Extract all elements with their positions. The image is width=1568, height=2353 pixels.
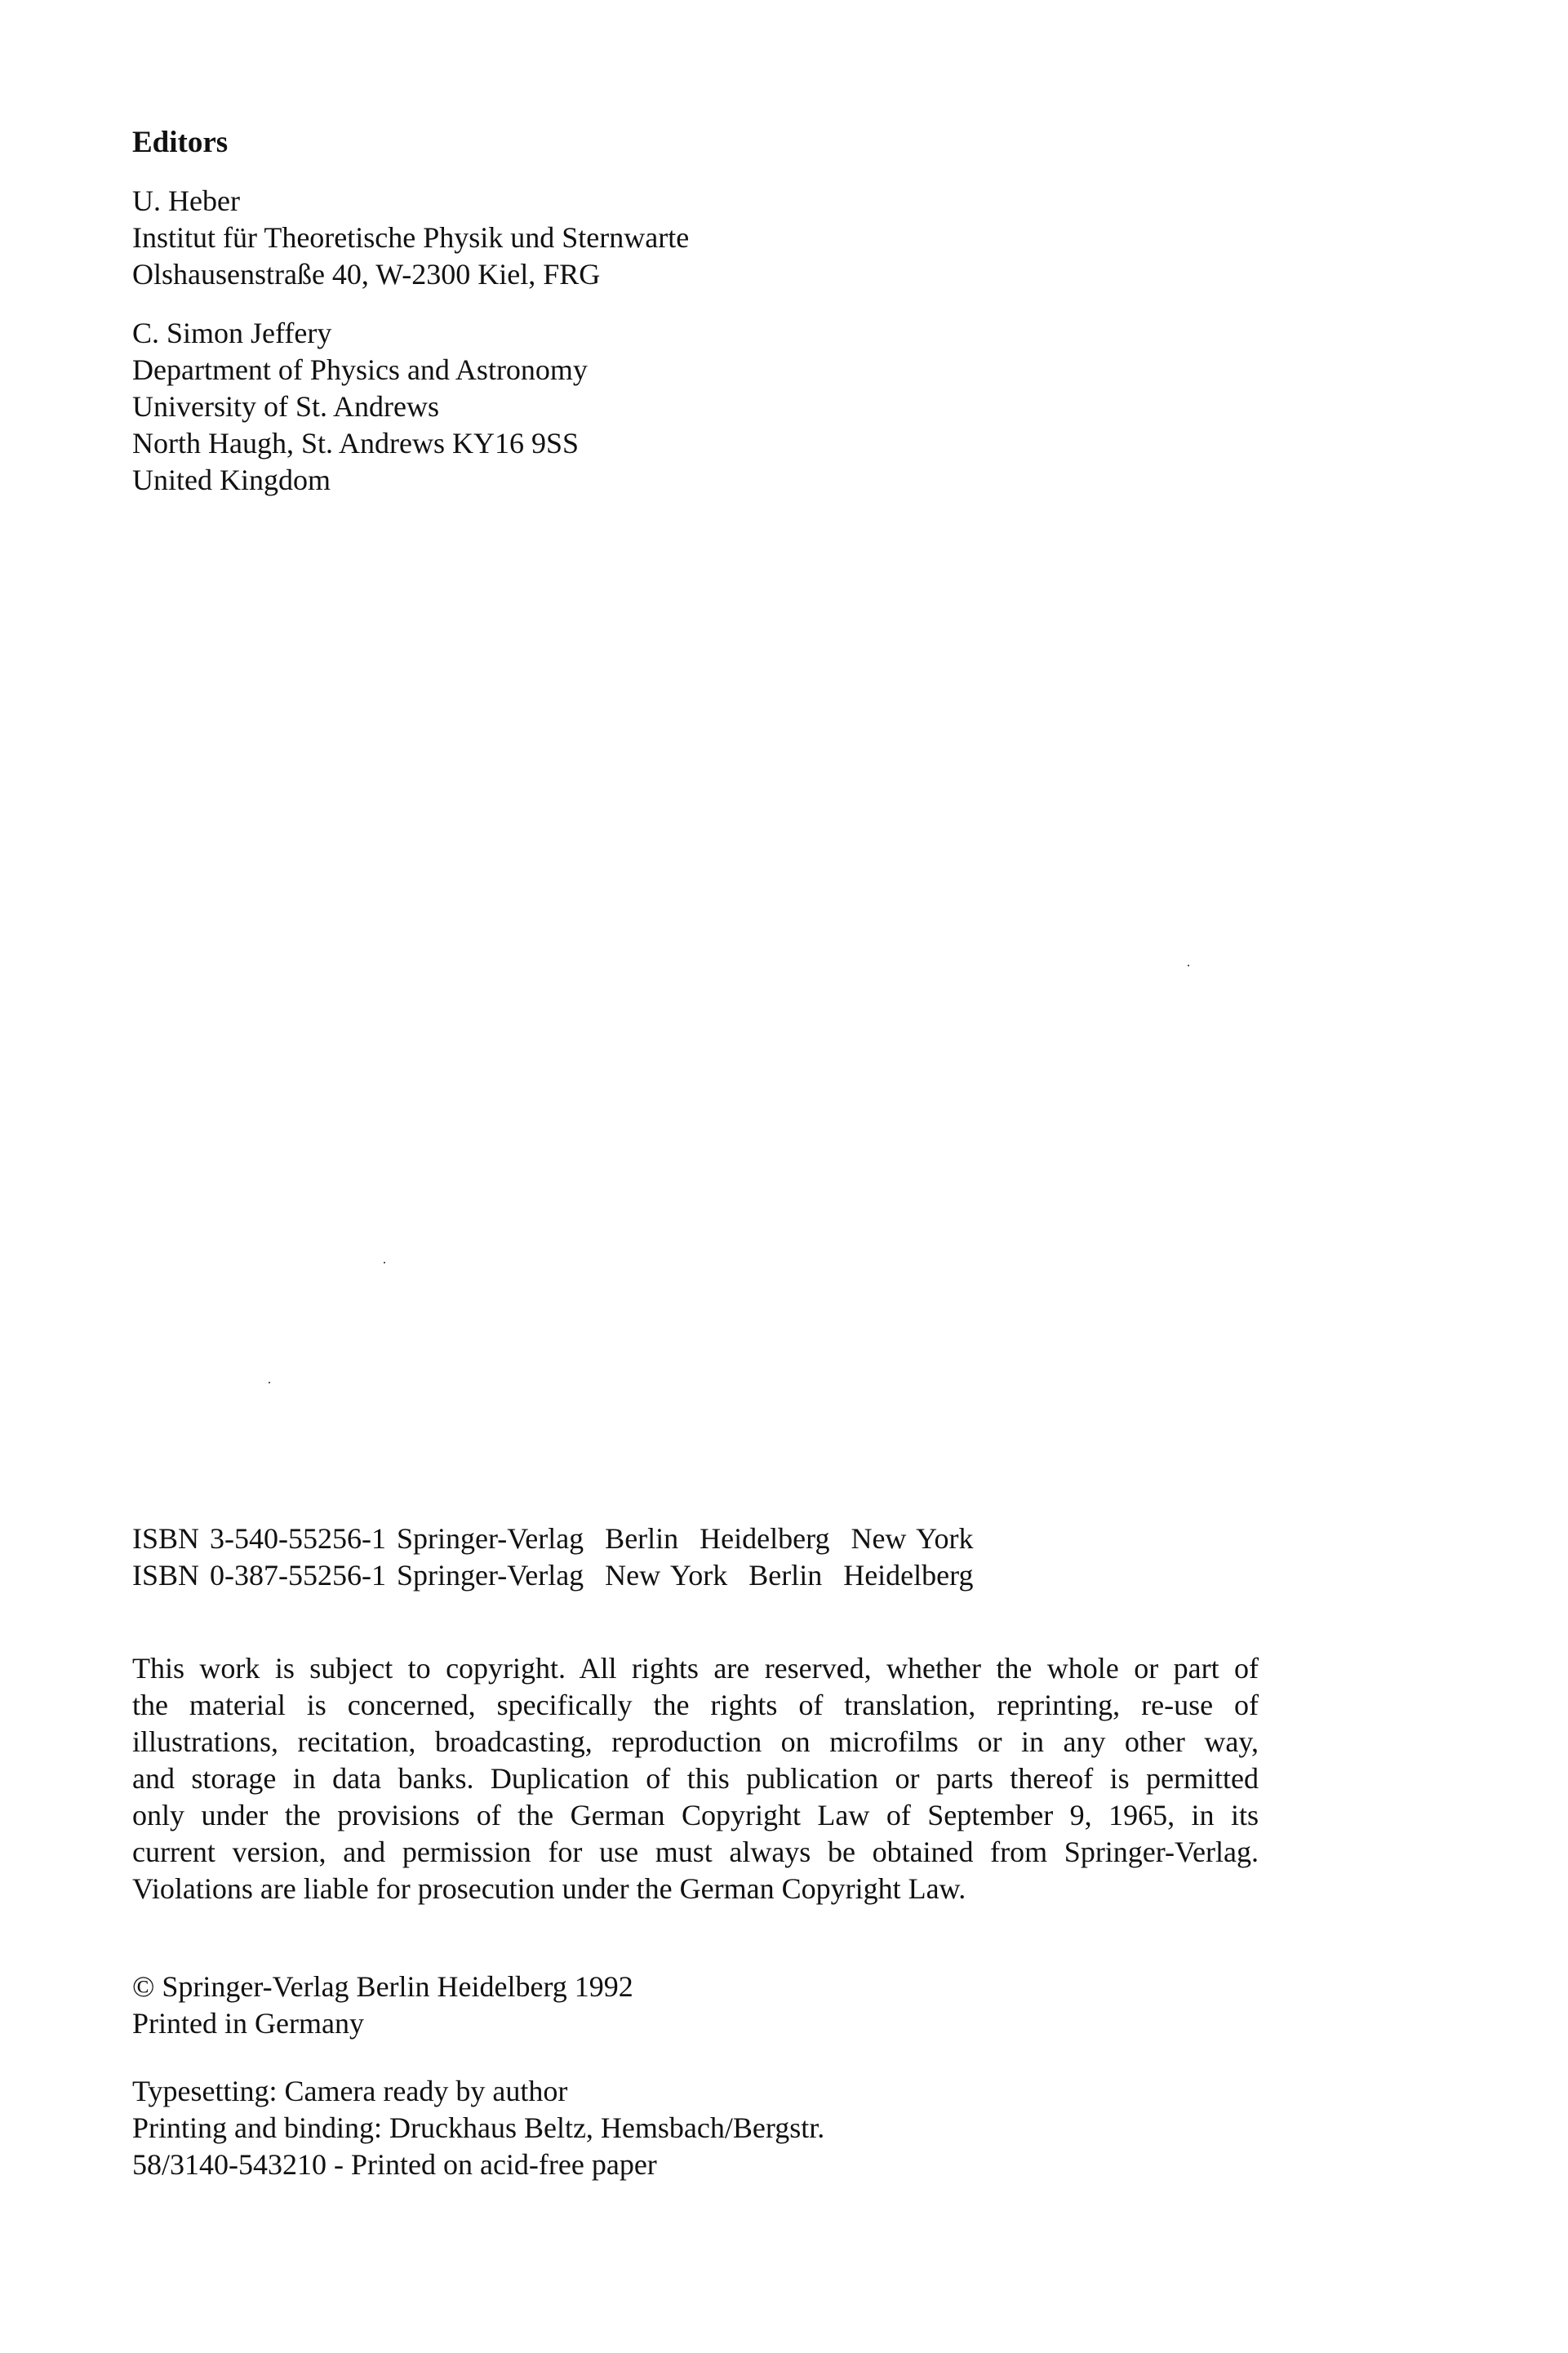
scan-speck bbox=[1188, 965, 1189, 966]
publisher-copyright: © Springer-Verlag Berlin Heidelberg 1992 bbox=[132, 1970, 633, 2003]
isbn-line: ISBN 3-540-55256-1 Springer-Verlag Berlin Heidelberg New York bbox=[132, 1522, 974, 1555]
editor-address-line: Institut für Theoretische Physik und Sternwarte bbox=[132, 221, 690, 254]
copyright-line: only under the provisions of the German Copyright Law of September 9, 1965, in its bbox=[132, 1799, 1259, 1831]
scan-speck bbox=[384, 1262, 385, 1263]
publisher-section bbox=[132, 1969, 633, 2042]
editor-address-line: United Kingdom bbox=[132, 464, 331, 496]
editor-address-line: North Haugh, St. Andrews KY16 9SS bbox=[132, 427, 580, 460]
editors-section bbox=[132, 124, 228, 161]
isbn-section bbox=[132, 1521, 973, 1594]
editor-address-line: University of St. Andrews bbox=[132, 390, 439, 423]
printing-line: Printing and binding: Druckhaus Beltz, Hemsbach/Bergstr. bbox=[132, 2111, 825, 2144]
isbn-line: ISBN 0-387-55256-1 Springer-Verlag New York Berlin Heidelberg bbox=[132, 1559, 974, 1592]
editors-heading: Editors bbox=[132, 126, 229, 159]
editor-address-1 bbox=[132, 183, 689, 293]
editor-name: U. Heber bbox=[132, 184, 240, 217]
copyright-line: and storage in data banks. Duplication of this publication or parts thereof is permitted bbox=[132, 1762, 1259, 1795]
scan-speck bbox=[269, 1382, 270, 1383]
typesetting-line: Typesetting: Camera ready by author bbox=[132, 2075, 568, 2107]
editor-address-2 bbox=[132, 315, 588, 499]
copyright-line: illustrations, recitation, broadcasting, reproduction on microfilms or in any other way, bbox=[132, 1725, 1259, 1758]
copyright-line: the material is concerned, specifically the rights of translation, reprinting, re-use of bbox=[132, 1689, 1259, 1721]
printed-in: Printed in Germany bbox=[132, 2007, 364, 2040]
production-section bbox=[132, 2073, 824, 2183]
editor-address-line: Olshausenstraße 40, W-2300 Kiel, FRG bbox=[132, 258, 601, 291]
copyright-line: current version, and permission for use must always be obtained from Springer-Verlag. bbox=[132, 1836, 1259, 1868]
editor-name: C. Simon Jeffery bbox=[132, 317, 332, 349]
editor-address-line: Department of Physics and Astronomy bbox=[132, 353, 588, 386]
copyright-notice bbox=[132, 1650, 1259, 1907]
copyright-line: Violations are liable for prosecution under the German Copyright Law. bbox=[132, 1872, 966, 1905]
copyright-line: This work is subject to copyright. All rights are reserved, whether the whole or part of bbox=[132, 1652, 1259, 1685]
print-code-line: 58/3140-543210 - Printed on acid-free paper bbox=[132, 2148, 657, 2181]
